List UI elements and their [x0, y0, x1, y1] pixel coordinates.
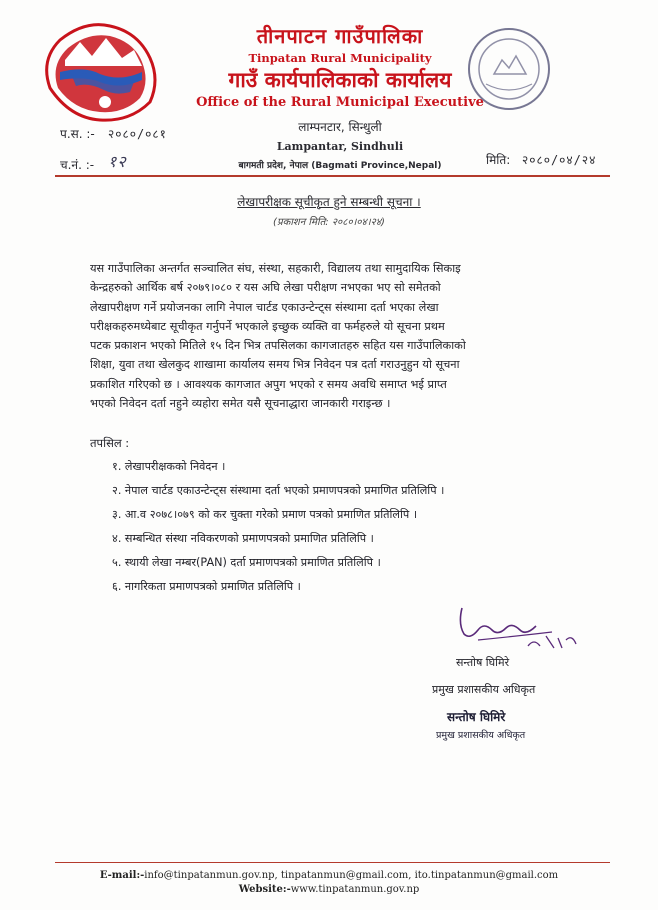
list-item: ४. सम्बन्धित संस्था नविकरणको प्रमाणपत्रको प्रमाणित प्रतिलिपि ।	[112, 532, 374, 545]
seal-name: सन्तोष घिमिरे	[447, 710, 506, 724]
fiscal-year-label: प.स. :-	[60, 127, 95, 141]
municipality-name-english: Tinpatan Rural Municipality	[248, 51, 432, 65]
notice-body	[90, 259, 560, 413]
body-line: केन्द्रहरुको आर्थिक बर्ष २०७९।०८० र यस अघि लेखा परीक्षण नभएका भए सो समेतको	[90, 281, 441, 295]
dispatch-number-label: च.नं. :-	[60, 158, 95, 172]
address-english: Lampantar, Sindhuli	[276, 140, 404, 153]
body-line: लेखापरीक्षण गर्ने प्रयोजनका लागि नेपाल चार्टड एकाउन्टेन्ट्स संस्थामा दर्ता भएका लेखा	[90, 300, 439, 314]
office-name-english: Office of the Rural Municipal Executive	[196, 95, 484, 110]
footer-website	[0, 884, 658, 895]
list-item: १. लेखापरीक्षकको निवेदन ।	[112, 460, 226, 473]
handwritten-signature-icon	[448, 600, 588, 658]
list-item: ५. स्थायी लेखा नम्बर(PAN) दर्ता प्रमाणपत्रको प्रमाणित प्रतिलिपि ।	[112, 556, 381, 569]
list-item: २. नेपाल चार्टड एकाउन्टेन्ट्स संस्थामा दर्ता भएको प्रमाणपत्रको प्रमाणित प्रतिलिपि ।	[112, 484, 445, 497]
body-line: भएको निवेदन दर्ता नहुने व्यहोरा समेत यसै सूचनाद्धारा जानकारी गराइन्छ ।	[90, 397, 391, 411]
fiscal-year-value: २०८०/०८१	[108, 127, 167, 141]
notice-title: लेखापरीक्षक सूचीकृत हुने सम्बन्धी सूचना ।	[237, 195, 421, 209]
nepal-emblem-icon	[30, 10, 180, 135]
signatory-name: सन्तोष घिमिरे	[456, 656, 510, 669]
publication-date: (प्रकाशन मिति: २०८०।०४।२४)	[273, 217, 385, 228]
dispatch-number-value: १२	[108, 152, 127, 171]
body-line: यस गाउँपालिका अन्तर्गत सञ्चालित संघ, संस्था, सहकारी, विद्यालय तथा सामुदायिक सिकाइ	[90, 262, 461, 275]
office-name-nepali: गाउँ कार्यपालिकाको कार्यालय	[228, 68, 452, 92]
header-divider	[55, 175, 610, 177]
signatory-title: प्रमुख प्रशासकीय अधिकृत	[432, 683, 536, 696]
province-line: बागमती प्रदेश, नेपाल (Bagmati Province,Nepal)	[238, 161, 442, 171]
seal-title: प्रमुख प्रशासकीय अधिकृत	[436, 730, 526, 741]
body-line: परीक्षकहरुमध्येबाट सूचीकृत गर्नुपर्ने भएकाले इच्छुक व्यक्ति वा फर्महरुले यो सूचना प्रथम	[90, 319, 445, 333]
address-nepali: लाम्पनटार, सिन्धुली	[298, 120, 382, 134]
date-label: मिति:	[486, 153, 511, 167]
website-value[interactable]: www.tinpatanmun.gov.np	[290, 884, 420, 895]
date-value: २०८०/०४/२४	[522, 153, 597, 167]
body-line: प्रकाशित गरिएको छ । आवश्यक कागजात अपुग भएको र समय अवधि समाप्त भई प्राप्त	[90, 377, 447, 391]
email-label: E-mail:-	[99, 870, 145, 881]
footer-divider	[55, 862, 610, 863]
footer-email	[0, 870, 658, 881]
list-item: ३. आ.व २०७८।०७९ को कर चुक्ता गरेको प्रमाण पत्रको प्रमाणित प्रतिलिपि ।	[112, 508, 418, 521]
list-item: ६. नागरिकता प्रमाणपत्रको प्रमाणित प्रतिलिपि ।	[112, 580, 301, 593]
body-line: शिक्षा, युवा तथा खेलकुद शाखामा कार्यालय समय भित्र निवेदन पत्र दर्ता गराउनुहुन यो सूचना	[90, 358, 460, 372]
details-label: तपसिल :	[90, 436, 130, 450]
municipality-name-nepali: तीनपाटन गाउँपालिका	[256, 24, 424, 48]
website-label: Website:-	[238, 884, 291, 895]
email-value[interactable]: info@tinpatanmun.gov.np, tinpatanmun@gmail.com, ito.tinpatanmun@gmail.com	[144, 870, 559, 881]
body-line: पटक प्रकाशन भएको मितिले १५ दिन भित्र तपसिलका कागजातहरु सहित यस गाउँपालिकाको	[90, 339, 466, 353]
